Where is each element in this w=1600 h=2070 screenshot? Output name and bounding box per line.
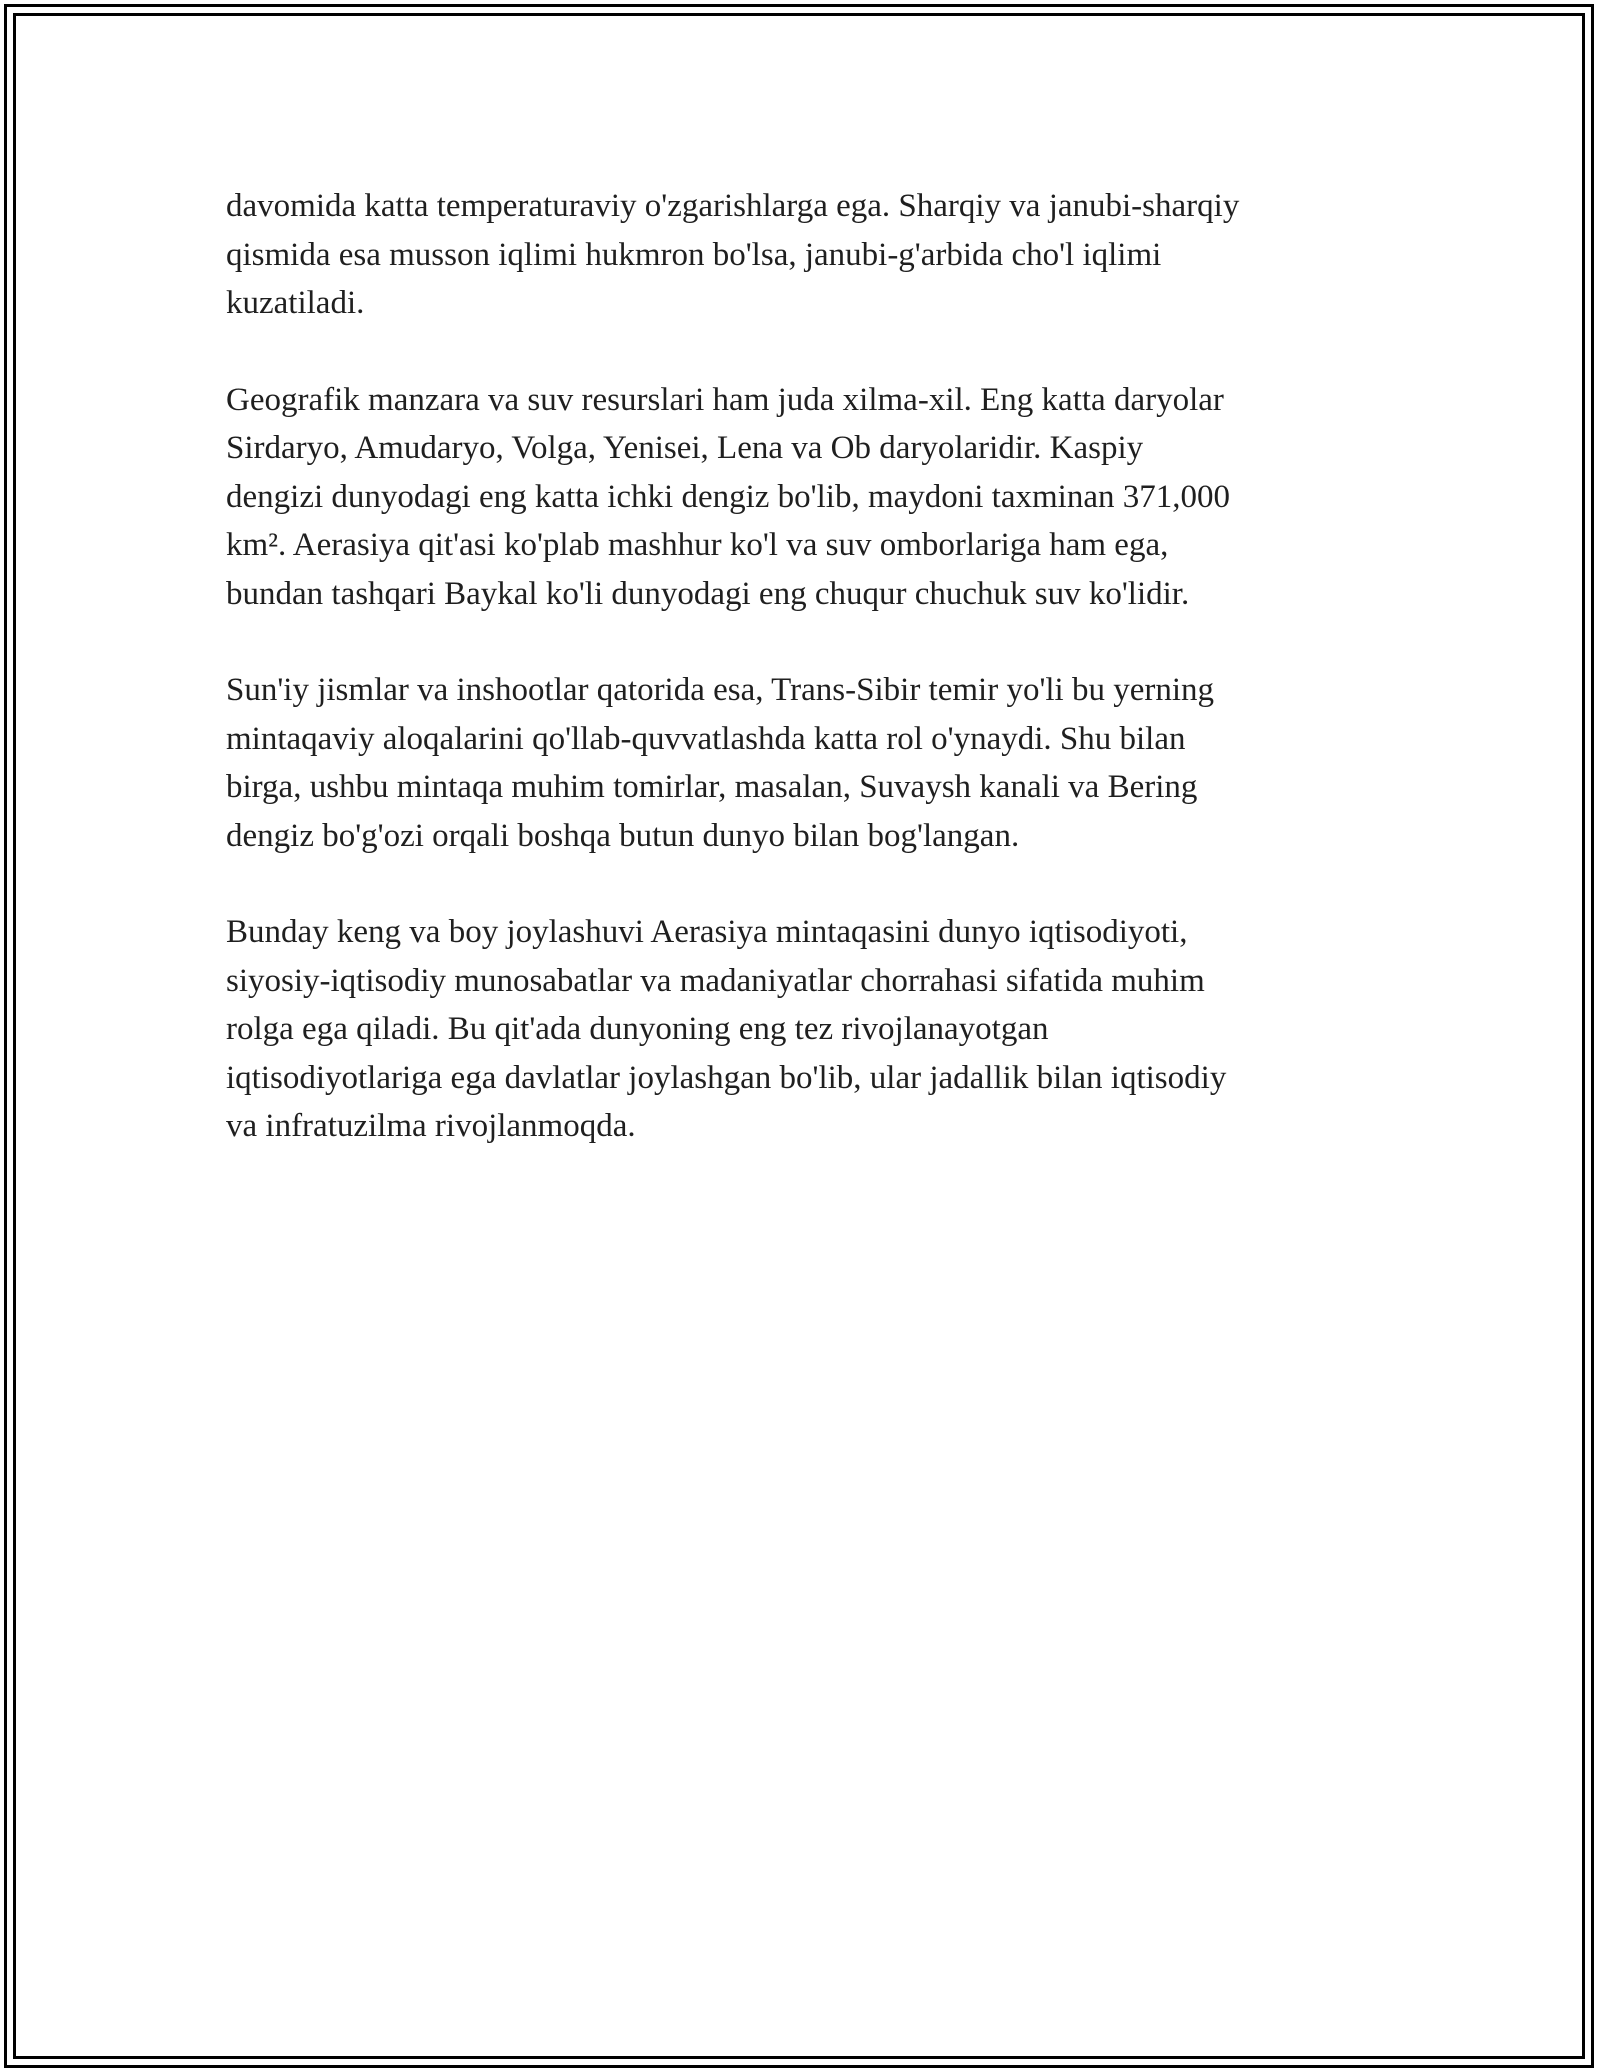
paragraph-geography-water: Geografik manzara va suv resurslari ham juda xilma-xil. Eng katta daryolar Sirdaryo, Amudaryo, Volga, Yenisei, Lena va Ob daryolaridir. Kaspiy dengizi dunyodagi eng katta ichki dengiz bo'lib, maydoni taxminan 371,000 km². Aerasiya qit'asi ko'plab mashhur ko'l va suv omborlariga ham ega, bundan tashqari Baykal ko'li dunyodagi eng chuqur chuchuk suv ko'lidir. bbox=[226, 381, 1230, 612]
paragraph-climate: davomida katta temperaturaviy o'zgarishlarga ega. Sharqiy va janubi-sharqiy qismida esa musson iqlimi hukmron bo'lsa, janubi-g'arbida cho'l iqlimi kuzatiladi. bbox=[226, 188, 1240, 321]
paragraph-infrastructure: Sun'iy jismlar va inshootlar qatorida esa, Trans-Sibir temir yo'li bu yerning mintaqaviy aloqalarini qo'llab-quvvatlashda katta rol o'ynaydi. Shu bilan birga, ushbu mintaqa muhim tomirlar, masalan, Suvaysh kanali va Bering dengiz bo'g'ozi orqali boshqa butun dunyo bilan bog'langan. bbox=[226, 672, 1215, 854]
document-body bbox=[226, 182, 1376, 1199]
paragraph-economy: Bunday keng va boy joylashuvi Aerasiya mintaqasini dunyo iqtisodiyoti, siyosiy-iqtisodiy munosabatlar va madaniyatlar chorrahasi sifatida muhim rolga ega qiladi. Bu qit'ada dunyoning eng tez rivojlanayotgan iqtisodiyotlariga ega davlatlar joylashgan bo'lib, ular jadallik bilan iqtisodiy va infratuzilma rivojlanmoqda. bbox=[226, 914, 1227, 1144]
